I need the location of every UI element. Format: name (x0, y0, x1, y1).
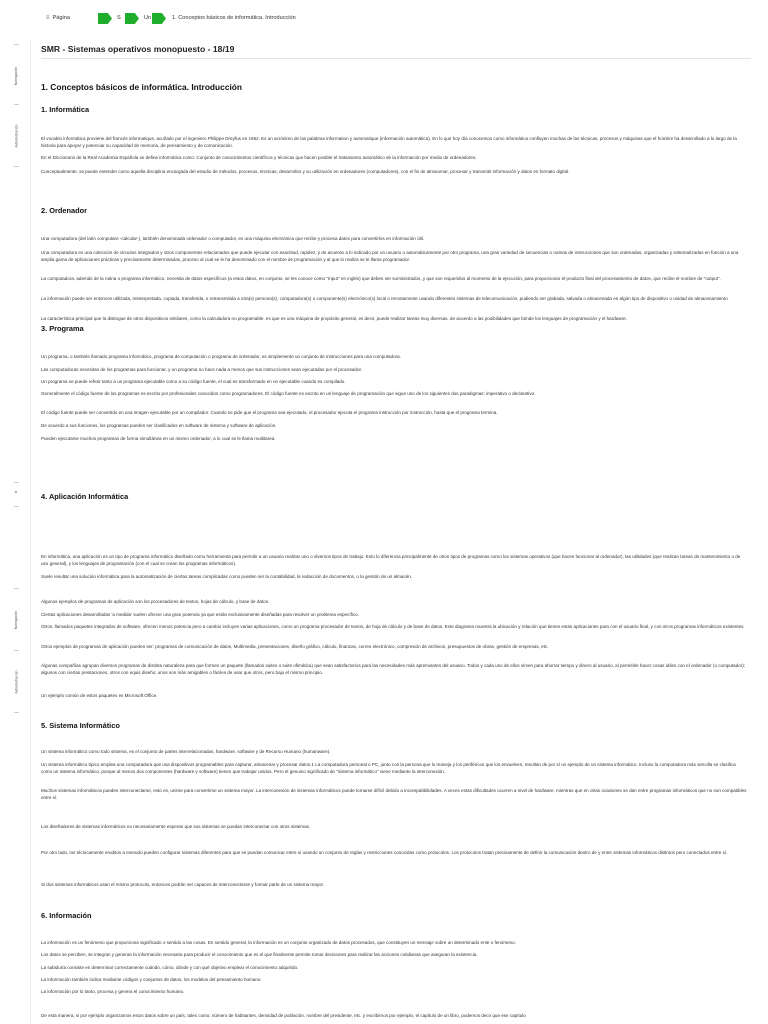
section-heading: 3. Programa (41, 324, 84, 333)
divider (14, 650, 19, 651)
section-heading: 6. Información (41, 911, 92, 920)
divider (14, 588, 19, 589)
paragraph: Otros, llamados paquetes integrados de software, ofrecen menos potencia pero a cambio incluyen varias aplicaciones, como un programa procesador de textos, de hoja de cálculo y de base de datos. Este diagrama muestra la ubicación y relación que tienen estas aplicaciones para con el usuario final, y con otros programas informáticos existentes. (41, 624, 745, 629)
breadcrumb-chevron-icon (98, 13, 112, 24)
breadcrumb-root[interactable] (46, 15, 70, 21)
menu-icon[interactable]: ≡ (46, 15, 50, 21)
collapse-icon: « (13, 490, 19, 494)
paragraph: La información es un fenómeno que proporciona significado o sentido a las cosas. En sentido general, la información es un conjunto organizado de datos procesados, que constituyen un mensaje sobre un determinado ente o fenómeno. (41, 940, 516, 945)
paragraph: Una computadora es una colección de circuitos integrados y otros componentes relacionados que puede ejecutar con exactitud, rapidez, y de acuerdo a lo indicado por un usuario o automáticamente por otro programa, una gran variedad de secuencias o rutinas de instrucciones que son ordenadas, organizadas y sistematizadas en función a una amplia gama de aplicaciones prácticas y precisamente determinadas, proceso al cual se le ha denominado con el nombre de programación y al que lo realiza se le llama programador. (41, 250, 739, 262)
paragraph: Un sistema informático como todo sistema, es el conjunto de partes interrelacionadas, hardware, software y de Recurso Humano (humanware). (41, 749, 331, 754)
paragraph: Algunas compañías agrupan diversos programas de distinta naturaleza para que formen un paquete (llamados suites o suite ofimática) que sean satisfactorios para las necesidades más apremiantes del usuario. Todos y cada uno de ellos sirven para ahorrar tiempo y dinero al usuario, al permitirle hacer cosas útiles con el ordenador (o computador); algunos con ciertas prestaciones, otros con equis diseño; unos son más amigables o fáciles de usar que otros, pero bajo el mismo principio. (41, 663, 746, 675)
paragraph: De acuerdo a sus funciones, los programas pueden ser clasificados en software de sistema y software de aplicación. (41, 423, 277, 428)
breadcrumb-root-label: Página (52, 15, 70, 21)
section-heading: 5. Sistema Informático (41, 721, 120, 730)
breadcrumb-bar (0, 0, 768, 40)
section-heading: 4. Aplicación Informática (41, 492, 129, 501)
paragraph: Suele resultar una solución informática para la automatización de ciertas tareas complicadas como pueden ser la contabilidad, la redacción de documentos, o la gestión de un almacén. (41, 574, 413, 579)
course-title: SMR - Sistemas operativos monopuesto - 18/19 (41, 44, 235, 54)
paragraph: Si dos sistemas informáticos usan el mismo protocolo, entonces podrán ser capaces de interconectarse y formar parte de un sistema mayor. (41, 882, 325, 887)
breadcrumb-item-unit[interactable]: Un (144, 15, 152, 21)
paragraph: Algunos ejemplos de programas de aplicación son los procesadores de textos, hojas de cálculo, y base de datos. (41, 599, 270, 604)
divider (14, 44, 19, 45)
breadcrumb-item-course[interactable]: S (117, 15, 121, 21)
paragraph: La característica principal que la distingue de otros dispositivos similares, como la calculadora no programable, es que es una máquina de propósito general, es decir, puede realizar tareas muy diversas, de acuerdo a las posibilidades que brinde los lenguajes de programación y el hardware. (41, 316, 627, 321)
tab-administracion-2[interactable] (6, 652, 26, 712)
tab-label: Administración (14, 670, 18, 694)
paragraph: De esta manera, si por ejemplo organizamos estos datos sobre un país, tales como: número de habitantes, densidad de población, nombre del presidente, etc. y escribimos por ejemplo, el capítulo de un libro, podemos decir que ese capítulo (41, 1013, 526, 1018)
paragraph: Un programa, o también llamado programa informático, programa de computación o programa de ordenador, es simplemente un conjunto de instrucciones para una computadora. (41, 354, 401, 359)
paragraph: La información puede ser entonces utilizada, reinterpretada, copiada, transferida, o retransmitida a otra(s) persona(s), computadora(s) o componente(s) electrónico(s) local o remotamente usando diferentes sistemas de telecomunicación, pudiendo ser grabada, salvada o almacenada en algún tipo de dispositivo o unidad de almacenamiento (41, 296, 728, 301)
paragraph: Una computadora (del latín computare -calcular-), también denominada ordenador o computador, es una máquina electrónica que recibe y procesa datos para convertirlos en información útil. (41, 236, 425, 241)
paragraph: Conceptualmente, se puede entender como aquella disciplina encargada del estudio de métodos, procesos, técnicas, desarrollos y su utilización en ordenadores (computadores), con el fin de almacenar, procesar y transmitir información y datos en formato digital. (41, 169, 570, 174)
section-heading: 2. Ordenador (41, 206, 87, 215)
paragraph: El código fuente puede ser convertido en una imagen ejecutable por un compilador. Cuando se pide que el programa sea ejecutado, el procesador ejecuta el programa instrucción por instrucción, hasta que el programa termina. (41, 410, 498, 415)
paragraph: La información por lo tanto, procesa y genera el conocimiento humano. (41, 989, 185, 994)
breadcrumb-chevron-icon (152, 13, 166, 24)
paragraph: Muchos sistemas informáticos pueden interconectarse, esto es, unirse para convertirse un sistema mayor. La interconexión de sistemas informáticos puede tornarse difícil debido a incompatibilidades. A veces estas dificultades ocurren a nivel de hardware, mientras que en otras ocasiones se dan entre programas informáticos que no son compatibles entre sí. (41, 788, 747, 800)
paragraph: En el Diccionario de la Real Academia Española se define informática como: Conjunto de conocimientos científicos y técnicas que hacen posible el tratamiento automático de la información por medio de ordenadores. (41, 155, 477, 160)
breadcrumb-item-page[interactable]: 1. Conceptos básicos de informática. Introducción (172, 15, 296, 21)
paragraph: Pueden ejecutarse muchos programas de forma simultánea en un mismo ordenador, a lo cual se le llama multitarea. (41, 436, 276, 441)
main-content (41, 40, 751, 1024)
paragraph: Generalmente el código fuente de los programas es escrito por profesionales conocidos como programadores. El código fuente es escrito en un lenguaje de programación que sigue uno de los siguientes dos paradigmas: imperativo o declarativo. (41, 391, 536, 396)
paragraph: La computadora, además de la rutina o programa informático, necesita de datos específicos (a estos datos, en conjunto, se les conoce como "Input" en inglés) que deben ser suministrados, y que son requeridos al momento de la ejecución, para proporcionar el producto final del procesamiento de datos, que recibe el nombre de "output". (41, 276, 721, 281)
paragraph: Un programa se puede referir tanto a un programa ejecutable como a su código fuente, el cual es transformado en un ejecutable cuando es compilado. (41, 379, 346, 384)
paragraph: Las computadoras necesitan de los programas para funcionar, y un programa no hace nada a menos que sus instrucciones sean ejecutadas por el procesador. (41, 367, 363, 372)
page-title: 1. Conceptos básicos de informática. Introducción (41, 82, 243, 92)
paragraph: Otros ejemplos de programas de aplicación pueden ser: programas de comunicación de datos, Multimedia, presentaciones, diseño gráfico, cálculo, finanzas, correo electrónico, compresión de archivos, presupuestos de obras, gestión de empresas, etc. (41, 644, 549, 649)
divider (14, 104, 19, 105)
breadcrumb-chevron-icon (125, 13, 139, 24)
left-rail (0, 40, 30, 1024)
paragraph: Un sistema informático típico emplea una computadora que usa dispositivos programables para capturar, almacenar y procesar datos.1 La computadora personal o PC, junto con la persona que lo maneja y los periféricos que los envuelven, resultan de por sí un ejemplo de un sistema informático. Incluso la computadora más sencilla se clasifica como un sistema informático, porque al menos dos componentes (hardware y software) tienen que trabajar unidos. Pero el genuino significado de "sistema informático" viene mediante la interconexión. (41, 762, 736, 774)
paragraph: El vocablo informática proviene del francés informatique, acuñado por el ingeniero Philippe Dreyfus en 1962. Es un acrónimo de las palabras information y automatique (información automática). En lo que hoy día conocemos como informática confluyen muchas de las técnicas, procesos y máquinas que el hombre ha desarrollado a lo largo de la historia para apoyar y potenciar su capacidad de memoria, de pensamiento y de comunicación. (41, 136, 737, 148)
tab-navegacion-2[interactable] (6, 590, 26, 650)
paragraph: Por otro lado, los técnicamente eruditos a menudo pueden configurar sistemas diferentes para que se puedan comunicar entre sí usando un conjunto de reglas y restricciones conocidas como protocolos. Los protocolos tratan precisamente de definir la comunicación dentro de y entre sistemas informáticos distintos pero conectados entre sí. (41, 850, 728, 855)
tab-label: Navegación (13, 610, 18, 630)
tab-label: Navegación (13, 66, 18, 86)
divider (14, 166, 19, 167)
tab-administracion[interactable] (6, 106, 26, 166)
divider (41, 58, 751, 59)
paragraph: Los diseñadores de sistemas informáticos no necesariamente esperan que sus sistemas se puedan interconectar con otros sistemas. (41, 824, 311, 829)
tab-label: Administración (14, 124, 18, 148)
paragraph: Ciertas aplicaciones desarrolladas 'a medida' suelen ofrecer una gran potencia ya que están exclusivamente diseñadas para resolver un problema específico. (41, 612, 359, 617)
collapse-rail-button[interactable] (6, 480, 26, 504)
section-heading: 1. Informática (41, 105, 90, 114)
paragraph: La sabiduría consiste en determinar correctamente cuándo, cómo, dónde y con qué objetivo emplear el conocimiento adquirido. (41, 965, 299, 970)
divider (14, 712, 19, 713)
divider (14, 506, 19, 507)
rail-separator (30, 40, 31, 1024)
paragraph: Un ejemplo común de estos paquetes es Microsoft Office. (41, 693, 158, 698)
paragraph: La información también indica mediante códigos y conjuntos de datos, los modelos del pensamiento humano. (41, 977, 262, 982)
tab-navegacion[interactable] (6, 46, 26, 106)
paragraph: Los datos se perciben, se integran y generan la información necesaria para producir el conocimiento que es el que finalmente permite tomar decisiones para realizar las acciones cotidianas que aseguran la existencia. (41, 952, 478, 957)
paragraph: En informática, una aplicación es un tipo de programa informático diseñado como herramienta para permitir a un usuario realizar uno o diversos tipos de trabajo. Esto lo diferencia principalmente de otros tipos de programas como los sistemas operativos (que hacen funcionar al ordenador), las utilidades (que realizan tareas de mantenimiento o de uso general), y los lenguajes de programación (con el cual se crean los programas informáticos). (41, 554, 741, 566)
